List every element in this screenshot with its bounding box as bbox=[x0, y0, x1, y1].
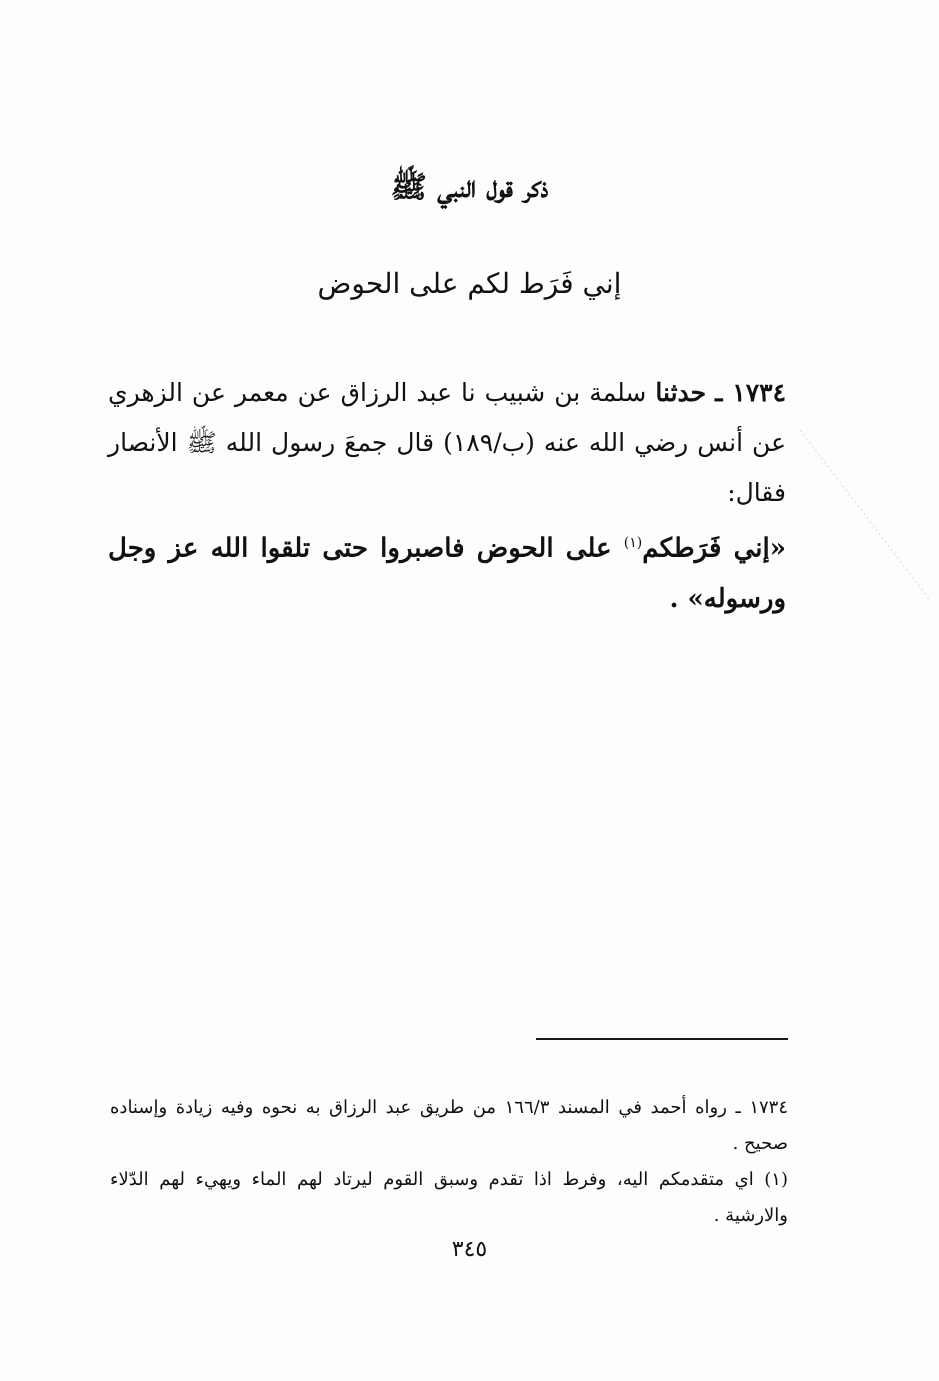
scan-shadow-mark bbox=[800, 430, 939, 630]
section-heading: ذكر قول النبي ﷺ bbox=[390, 170, 549, 205]
hadith-chain: سلمة بن شبيب نا عبد الرزاق عن معمر عن الزهري عن أنس رضي الله عنه (ب/١٨٩) قال جمعَ رسول الله ﷺ الأنصار فقال: bbox=[108, 378, 786, 507]
hadith-lead-word: حدثنا bbox=[655, 378, 707, 407]
hadith-quote-end: على الحوض فاصبروا حتى تلقوا الله عز وجل ورسوله» . bbox=[108, 533, 786, 614]
section-subheading: إني فَرَط لكم على الحوض bbox=[317, 267, 622, 300]
hadith-text bbox=[108, 368, 786, 624]
source-note: ١٧٣٤ ـ رواه أحمد في المسند ١٦٦/٣ من طريق عبد الرزاق به نحوه وفيه زيادة وإسناده صحيح . bbox=[110, 1097, 789, 1154]
hadith-quote bbox=[108, 518, 786, 624]
footnote-separator bbox=[536, 1038, 788, 1040]
hadith-number: ١٧٣٤ ـ bbox=[715, 378, 787, 407]
hadith-narration bbox=[108, 368, 786, 518]
hadith-quote-start: «إني فَرَطكم bbox=[642, 533, 786, 564]
footnote-1: (١) اي متقدمكم اليه، وفرط اذا تقدم وسبق القوم ليرتاد لهم الماء ويهيء لهم الدّلاء والارشية . bbox=[110, 1169, 788, 1226]
footnote-marker: (١) bbox=[623, 535, 643, 551]
page-number: ٣٤٥ bbox=[451, 1237, 488, 1262]
footnotes bbox=[110, 1090, 788, 1234]
